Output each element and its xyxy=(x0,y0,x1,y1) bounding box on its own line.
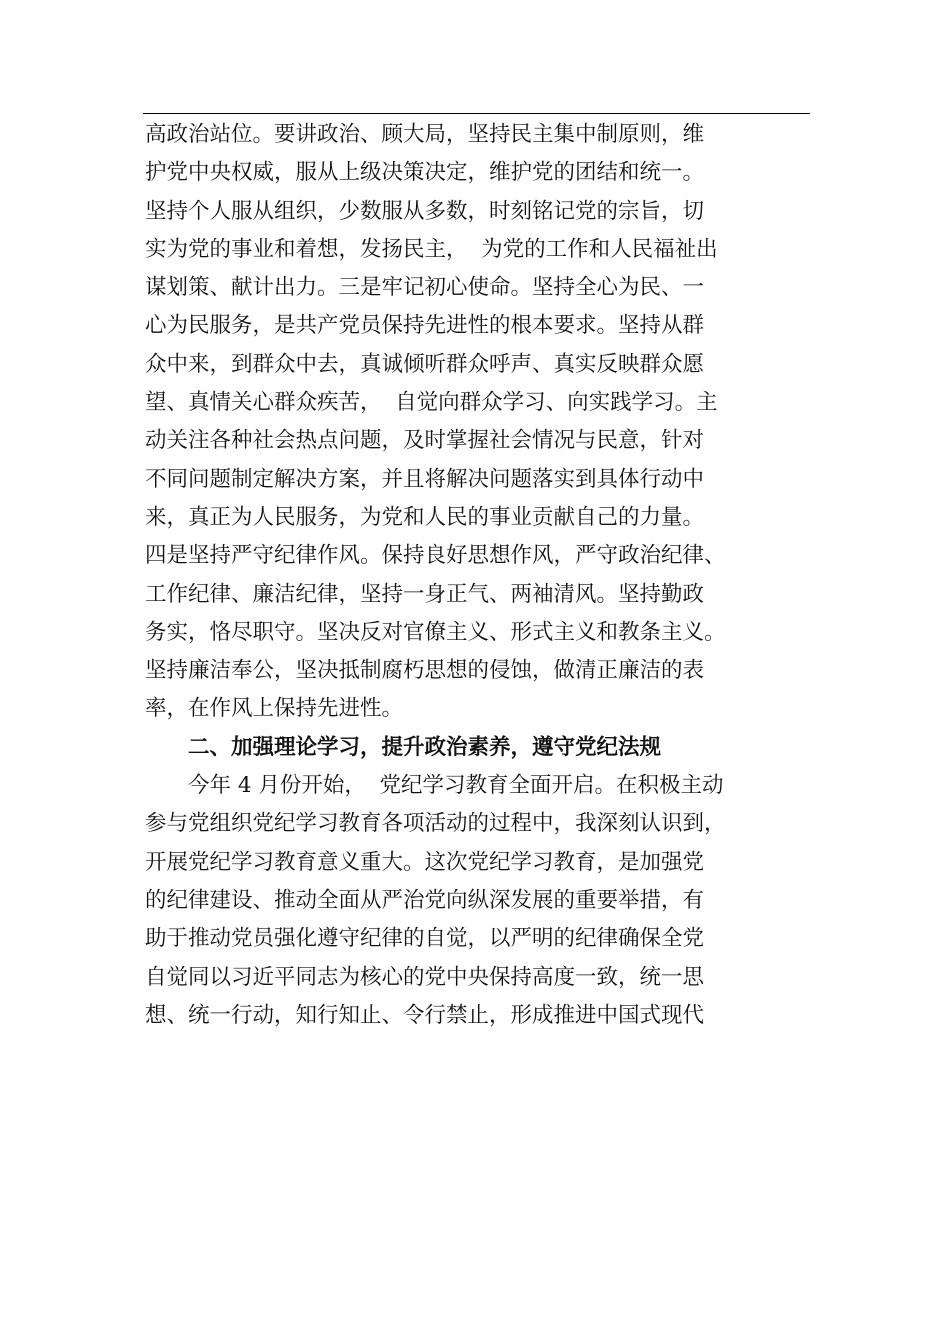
text-line: 望、真情关心群众疾苦， 自觉向群众学习、向实践学习。主 xyxy=(145,390,718,416)
text-line: 护党中央权威，服从上级决策决定，维护党的团结和统一。 xyxy=(145,160,705,186)
header-rule xyxy=(143,113,810,114)
text-line: 的纪律建设、推动全面从严治党向纵深发展的重要举措，有 xyxy=(145,887,705,913)
paragraph-first-line: 今年 4 月份开始， 党纪学习教育全面开启。在积极主动 xyxy=(188,773,724,799)
text-line: 坚持廉洁奉公，坚决抵制腐朽思想的侵蚀，做清正廉洁的表 xyxy=(145,658,705,684)
text-line: 实为党的事业和着想，发扬民主， 为党的工作和人民福祉出 xyxy=(145,236,718,262)
text-line: 自觉同以习近平同志为核心的党中央保持高度一致，统一思 xyxy=(145,964,705,990)
text-line: 高政治站位。要讲政治、顾大局，坚持民主集中制原则，维 xyxy=(145,122,705,147)
text-line: 来，真正为人民服务，为党和人民的事业贡献自己的力量。 xyxy=(145,504,705,530)
section-heading: 二、加强理论学习，提升政治素养，遵守党纪法规 xyxy=(188,734,662,760)
text-line: 动关注各种社会热点问题，及时掌握社会情况与民意，针对 xyxy=(145,428,705,454)
text-line: 坚持个人服从组织，少数服从多数，时刻铭记党的宗旨，切 xyxy=(145,198,705,224)
document-body xyxy=(145,116,815,1035)
text-line: 开展党纪学习教育意义重大。这次党纪学习教育，是加强党 xyxy=(145,849,705,875)
text-line: 心为民服务，是共产党员保持先进性的根本要求。坚持从群 xyxy=(145,313,705,339)
text-line: 务实，恪尽职守。坚决反对官僚主义、形式主义和教条主义。 xyxy=(145,619,726,645)
text-line: 率，在作风上保持先进性。 xyxy=(145,696,404,722)
text-line: 想、统一行动，知行知止、令行禁止，形成推进中国式现代 xyxy=(145,1002,705,1028)
text-line: 工作纪律、廉洁纪律，坚持一身正气、两袖清风。坚持勤政 xyxy=(145,581,705,607)
text-line: 众中来，到群众中去，真诚倾听群众呼声、真实反映群众愿 xyxy=(145,351,705,377)
text-line: 助于推动党员强化遵守纪律的自觉，以严明的纪律确保全党 xyxy=(145,926,705,952)
text-line: 不同问题制定解决方案，并且将解决问题落实到具体行动中 xyxy=(145,466,705,492)
text-line: 谋划策、献计出力。三是牢记初心使命。坚持全心为民、一 xyxy=(145,275,705,301)
text-line: 四是坚持严守纪律作风。保持良好思想作风，严守政治纪律、 xyxy=(145,543,726,569)
text-line: 参与党组织党纪学习教育各项活动的过程中，我深刻认识到， xyxy=(145,811,726,837)
